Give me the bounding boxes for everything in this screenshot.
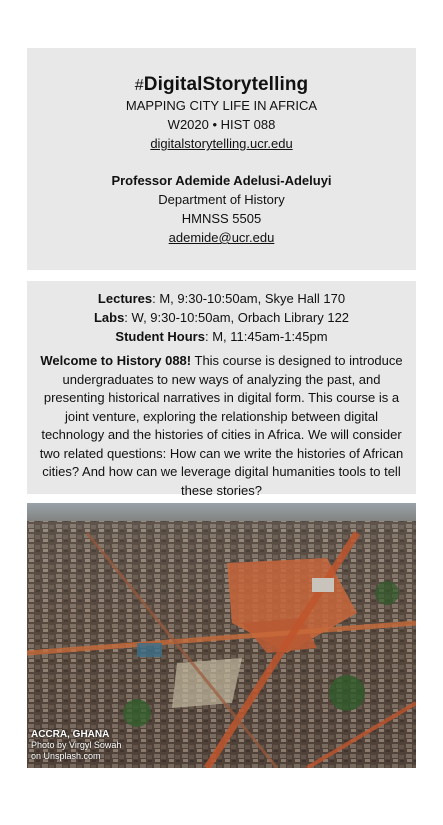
student-hours-value: : M, 11:45am-1:45pm bbox=[204, 329, 328, 344]
course-info-card bbox=[27, 281, 416, 498]
hashtag-text: DigitalStorytelling bbox=[143, 74, 309, 95]
photo-credit-line-2: on Unsplash.com bbox=[31, 751, 101, 761]
welcome-paragraph bbox=[27, 352, 416, 500]
department: Department of History bbox=[158, 192, 285, 207]
hash-symbol: # bbox=[134, 77, 144, 94]
course-header-card bbox=[27, 48, 416, 270]
course-subtitle: MAPPING CITY LIFE IN AFRICA bbox=[125, 98, 318, 113]
photo-caption bbox=[31, 729, 121, 762]
lectures-label: Lectures bbox=[97, 291, 153, 306]
photo-credit-line-1: Photo by Virgyl Sowah bbox=[31, 740, 122, 750]
labs-value: : W, 9:30-10:50am, Orbach Library 122 bbox=[124, 310, 350, 325]
accra-aerial-photo bbox=[27, 503, 416, 768]
course-term: W2020 • HIST 088 bbox=[167, 117, 276, 132]
labs-line bbox=[27, 308, 416, 327]
lectures-line bbox=[27, 289, 416, 308]
professor-name: Professor Ademide Adelusi-Adeluyi bbox=[111, 173, 332, 188]
lectures-value: : M, 9:30-10:50am, Skye Hall 170 bbox=[152, 291, 346, 306]
photo-location: ACCRA, GHANA bbox=[31, 729, 110, 740]
email-link[interactable]: ademide@ucr.edu bbox=[168, 230, 275, 245]
student-hours-line bbox=[27, 327, 416, 346]
course-hashtag-title bbox=[27, 74, 416, 96]
student-hours-label: Student Hours bbox=[115, 329, 205, 344]
schedule bbox=[27, 289, 416, 346]
welcome-body: This course is designed to introduce undergraduates to new ways of analyzing the past, and presenting historical narratives in digital form. This course is a joint venture, exploring the relationship between digital technology and the histories of cities in Africa. We will consider two related questions: How can we write the histories of African cities? And how can we leverage digital humanities tools to tell these stories? bbox=[39, 353, 404, 498]
welcome-lead: Welcome to History 088! bbox=[40, 353, 192, 368]
course-website-link[interactable]: digitalstorytelling.ucr.edu bbox=[150, 136, 293, 151]
labs-label: Labs bbox=[93, 310, 125, 325]
office-location: HMNSS 5505 bbox=[181, 211, 262, 226]
